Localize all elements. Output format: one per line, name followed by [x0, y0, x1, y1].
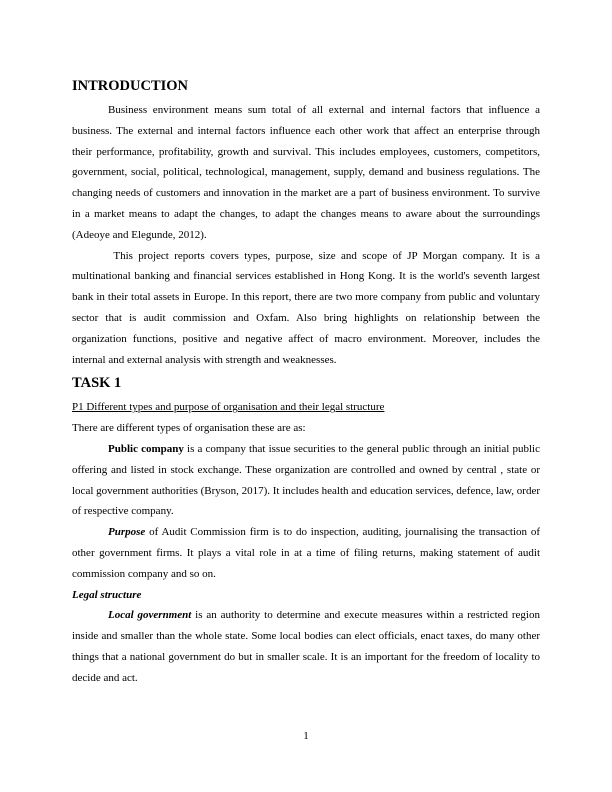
introduction-heading: INTRODUCTION — [72, 78, 189, 94]
task1-heading: TASK 1 — [72, 375, 122, 392]
legal-structure-heading: Legal structure — [72, 588, 142, 601]
purpose-text: of Audit Commission firm is to do inspection, auditing, journalising the transaction of other government firms. It plays a vital role in at a time of filing returns, making statement of audit commission company and so on. — [72, 526, 540, 580]
public-company-text: is a company that issue securities to the general public through an initial public offering and listed in stock exchange. These organization are controlled and owned by central , state or local government authorities (Bryson, 2017). It includes health and education services, defence, law, order of respective company. — [72, 442, 540, 518]
purpose-paragraph — [72, 522, 540, 584]
local-government-term: Local government — [108, 609, 192, 622]
introduction-paragraph-2: This project reports covers types, purpose, size and scope of JP Morgan company. It is a multinational banking and financial services established in Hong Kong. It is the world's seventh largest bank in their total assets in Europe. In this report, there are two more company from public and voluntary sector that is audit commission and Oxfam. Also bring highlights on relationship between the organization functions, positive and negative affect of macro environment. Moreover, includes the internal and external analysis with strength and weaknesses. — [72, 249, 543, 366]
public-company-paragraph — [72, 439, 540, 522]
page-number: 1 — [303, 730, 309, 742]
local-government-paragraph — [72, 605, 540, 688]
task1-subheading: P1 Different types and purpose of organisation and their legal structure — [72, 401, 385, 414]
document-page — [72, 76, 543, 689]
task1-lead-text: There are different types of organisation these are as: — [72, 422, 306, 435]
introduction-paragraph-1: Business environment means sum total of all external and internal factors that influence a business. The external and internal factors influence each other work that affect an enterprise through their performance, profitability, growth and survival. This includes employees, customers, competitors, government, social, political, technological, management, supply, demand and business regulations. The changing needs of customers and innovation in the market are a part of business environment. To survive in a market means to adapt the changes, to adapt the changes means to aware about the surroundings (Adeoye and Elegunde, 2012). — [72, 104, 540, 241]
purpose-term: Purpose — [108, 526, 146, 539]
public-company-term: Public company — [108, 442, 184, 455]
local-government-text: is an authority to determine and execute measures within a restricted region inside and smaller than the whole state. Some local bodies can elect officials, enact taxes, do many other things that a national government do but in smaller scale. It is an important for the freedom of locality to decide and act. — [72, 609, 540, 684]
